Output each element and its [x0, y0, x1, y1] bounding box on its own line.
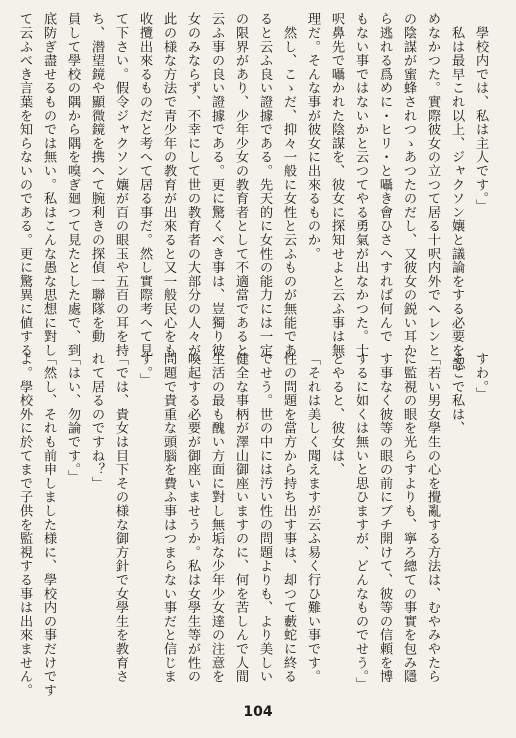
text-line: 「はい、勿論です。」 [65, 352, 80, 484]
text-line: するに如くは無いと思ひますが、どんなものでせう。」 [353, 352, 368, 691]
text-line: 學校内では、私は主人です。」 [473, 12, 488, 213]
text-line: て下さい。假令ジャクソン孃が百の眼玉や五百の耳を持 [113, 12, 128, 357]
text-line: でせう。世の中には汚い性の問題よりも、より美しい [257, 352, 272, 684]
text-line: 性の問題を當方から持ち出す事は、却つて藪蛇に終る [281, 352, 296, 684]
text-line: す。」 [137, 352, 152, 387]
text-line: の限界があり、少年少女の教育者として不適當であると [233, 12, 248, 357]
text-line: 員して學校の隅から隅を嗅ぎ廻つて見たとした處で、到 [65, 12, 80, 357]
text-line: 喚起する必要が御座いませうか。私は女學生等が性の [185, 352, 200, 684]
text-line: 收攬出來るものだと考へて居る事だ。然し實際考へて見 [137, 12, 152, 357]
text-line: 理だ。そんな事が彼女に出來るものか。 [305, 12, 320, 261]
text-line: ると云ふ良い證據である。先天的に女性の能力には一定 [257, 12, 272, 357]
text-line: めなかつた。實際彼女の立つて居る十呎内外でヘレンと [425, 12, 440, 357]
text-line: ら逃れる爲めに・ヒリ・と囁き會ひさへすれば何んで [377, 12, 392, 344]
text-line: 此の様な方法で青少年の教育が出來ると又一般民心をも [161, 12, 176, 357]
text-line: 「では、貴女は目下その様な御方針で女學生を教育さ [113, 352, 128, 684]
text-line: 健全な事柄が澤山御座いますのに、何を苦しんで人間 [233, 352, 248, 684]
text-line: 「それは美しく聞えますが云ふ易く行ひ難い事です。 [305, 352, 320, 684]
text-line: 私は最早これ以上、ジャクソン孃と議論をする必要を認 [449, 12, 464, 371]
text-line: よ。學校外に於てまで子供を監視する事は出來ません。 [17, 352, 32, 697]
text-line: 底防ぎ盡せるものでは無い。私はこんな愚な思想に對し [41, 12, 56, 357]
text-line: すわ。」 [473, 352, 488, 401]
text-line: す事なく彼等の眼の前にブチ開けて、彼等の信頼を博 [377, 352, 392, 684]
text-line: の陰謀が蜜蜂されつゝあつたのだし、又彼女の鋭い耳か [401, 12, 416, 357]
text-line: れて居るのですね？」 [89, 352, 104, 490]
text-line: もない事ではないかと云つてやる勇氣が出なかつた。十 [353, 12, 368, 357]
text-line: とやると、彼女は、 [329, 352, 344, 477]
text-line: 生活の最も醜い方面に對し無垢な少年少女達の注意を [209, 352, 224, 684]
lower-text-block [12, 352, 492, 700]
text-line: 「若い男女學生の心を攪亂する方法は、むやみやたら [425, 352, 440, 684]
text-line: 問題で貴重な頭腦を費ふ事はつまらない事だと信じま [161, 352, 176, 684]
text-line: て云ふべき言葉を知らないのである。更に驚異に値する [17, 12, 32, 357]
text-line: そこで私は、 [449, 352, 464, 435]
page-number: 104 [243, 704, 273, 720]
text-line: 呎鼻先で囁かれた陰謀を、彼女に探知せよと云ふ事は無 [329, 12, 344, 357]
text-line: 然し、こゝだ、抑々一般に女性と云ふものが無能であ [281, 12, 296, 357]
text-line: 云ふ事の良い證據である。更に驚くべき事は、豈獨り彼 [209, 12, 224, 357]
text-line: 「然し、それも前申しました様に、學校内の事だけです [41, 352, 56, 697]
text-line: ち、潜望鏡や顯微鏡を携へて腕利きの探偵一聯隊を動 [89, 12, 104, 344]
text-line: に監視の眼を光らすよりも、寧ろ總ての事實を包み隱 [401, 352, 416, 684]
text-line: 女のみならず、不幸にして世の教育者の大部分の人々が、 [185, 12, 200, 371]
upper-text-block [12, 12, 492, 371]
